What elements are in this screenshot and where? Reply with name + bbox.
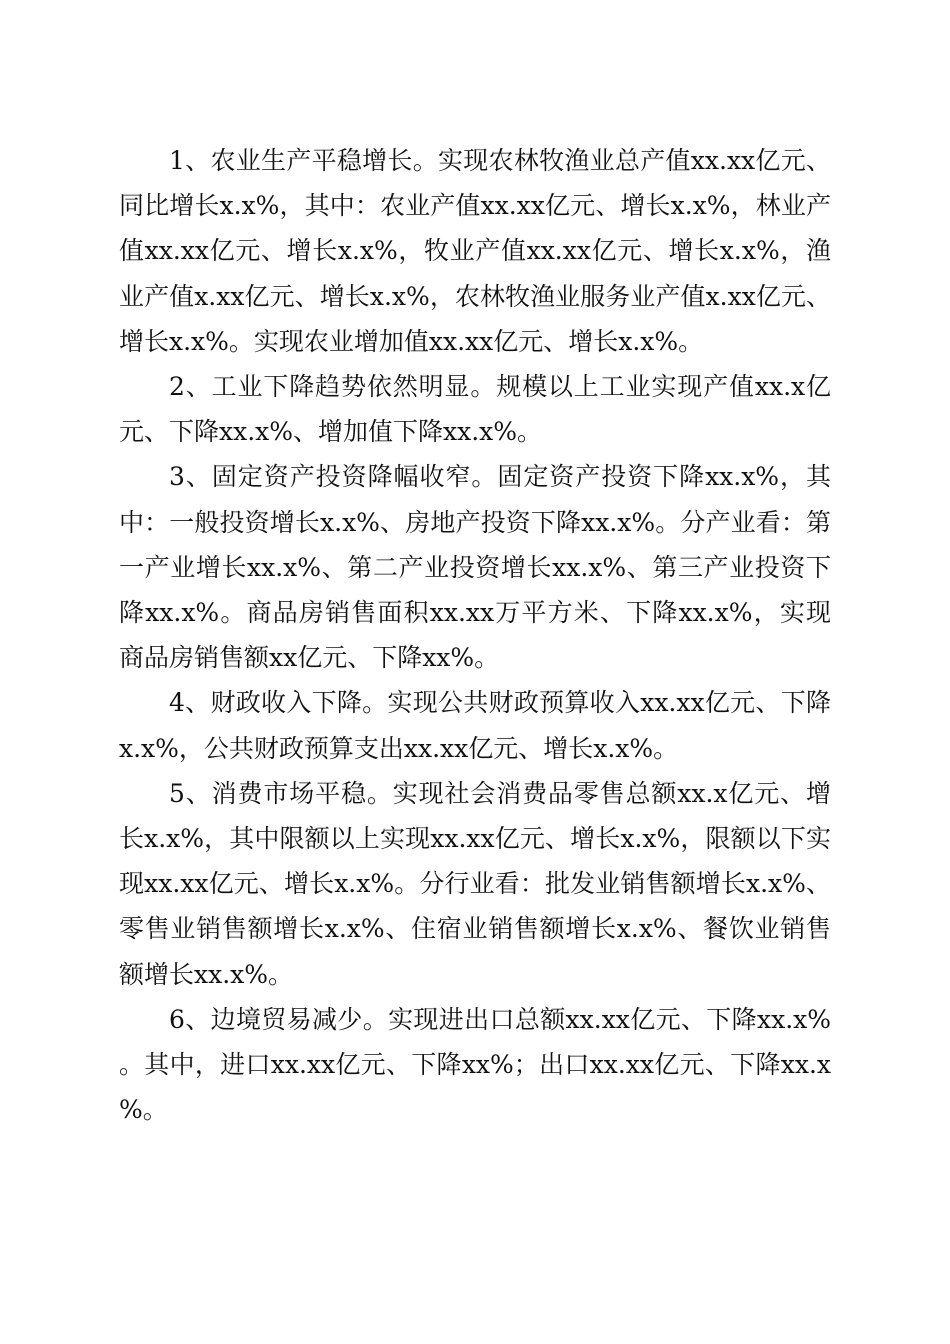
paragraph-industry: 2、工业下降趋势依然明显。规模以上工业实现产值xx.x亿元、下降xx.x%、增加值下降xx.x%。: [119, 372, 831, 447]
paragraph-consumer-market: 5、消费市场平稳。实现社会消费品零售总额xx.x亿元、增长x.x%，其中限额以上实现xx.xx亿元、增长x.x%，限额以下实现xx.xx亿元、增长x.x%。分行业看：批发业销售额增长x.x%、零售业销售额增长x.x%、住宿业销售额增长x.x%、餐饮业销售额增长xx.x%。: [119, 778, 831, 989]
paragraph-fiscal-revenue: 4、财政收入下降。实现公共财政预算收入xx.xx亿元、下降x.x%，公共财政预算支出xx.xx亿元、增长x.x%。: [119, 688, 831, 763]
paragraph-fixed-asset-investment: 3、固定资产投资降幅收窄。固定资产投资下降xx.x%，其中：一般投资增长x.x%、房地产投资下降xx.x%。分产业看：第一产业增长xx.x%、第二产业投资增长xx.x%、第三产业投资下降xx.x%。商品房销售面积xx.xx万平方米、下降xx.x%，实现商品房销售额xx亿元、下降xx%。: [119, 462, 831, 673]
paragraph-agriculture: 1、农业生产平稳增长。实现农林牧渔业总产值xx.xx亿元、同比增长x.x%，其中：农业产值xx.xx亿元、增长x.x%，林业产值xx.xx亿元、增长x.x%，牧业产值xx.xx亿元、增长x.x%，渔业产值x.xx亿元、增长x.x%，农林牧渔业服务业产值x.xx亿元、增长x.x%。实现农业增加值xx.xx亿元、增长x.x%。: [119, 146, 831, 356]
document-body: [119, 138, 831, 1132]
paragraph-border-trade: 6、边境贸易减少。实现进出口总额xx.xx亿元、下降xx.x%。其中，进口xx.xx亿元、下降xx%；出口xx.xx亿元、下降xx.x%。: [119, 1004, 831, 1125]
